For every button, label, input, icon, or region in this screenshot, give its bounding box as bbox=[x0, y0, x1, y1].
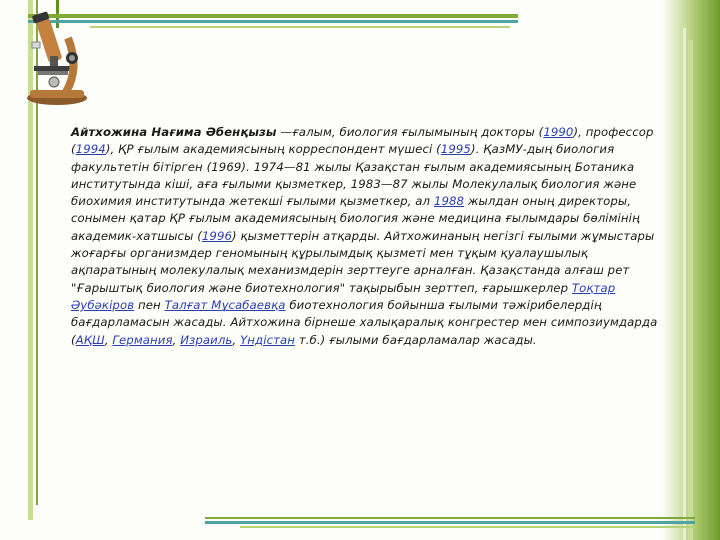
decor-line bbox=[28, 20, 518, 23]
biography-text bbox=[71, 124, 661, 349]
text-span: жылдан оның директоры, сонымен қатар ҚР ғылым академиясының биология және медицина ғылымдары бөлімінің академик-хатшысы ( bbox=[71, 194, 640, 243]
link-1995[interactable]: 1995 bbox=[440, 142, 471, 157]
decor-line bbox=[28, 14, 518, 18]
person-name: Айтхожина Нағима Әбенқызы bbox=[71, 125, 277, 139]
text-span: биотехнология бойынша ғылыми тәжірибелердің бағдарламасын жасады. Айтхожина бірнеше халықаралық конгрестер мен симпозиумдарда ( bbox=[71, 297, 658, 347]
link-1988[interactable]: 1988 bbox=[433, 194, 465, 209]
decor-line bbox=[683, 28, 686, 540]
text-span: ). ҚазМУ-дың биология факультетін бітірген (1969). 1974—81 жылы Қазақстан ғылым академиясының Ботаника институтында кіші, аға ғылыми қызметкер, 1983—87 жылы Молекулалық биология және биохимия институтында жетекші ғылыми қызметкер, ал bbox=[71, 142, 637, 209]
text-span: , bbox=[172, 332, 181, 347]
link-aubakirov[interactable]: Тоқтар Әубәкіров bbox=[71, 280, 616, 312]
decor-line bbox=[205, 521, 695, 524]
link-india[interactable]: Үндістан bbox=[240, 332, 296, 347]
decor-line bbox=[240, 526, 695, 528]
link-1994[interactable]: 1994 bbox=[75, 142, 106, 157]
decor-line bbox=[205, 517, 695, 519]
text-span: ) қызметтерін атқарды. Айтхожинаның негізгі ғылыми жұмыстары жоғарғы организмдер геномының құрылымдық қызметі мен тұқым қуалаушылық ақпаратының молекулалық механизмдерін зерттеуге арналған. Қазақстанда алғаш рет "Ғарыштық биология және биотехнология" тақырыбын зерттеп, ғарышкерлер bbox=[71, 228, 655, 295]
text-span: , bbox=[104, 332, 113, 347]
link-1990[interactable]: 1990 bbox=[543, 125, 574, 139]
decor-line bbox=[688, 40, 693, 540]
text-span: , bbox=[232, 332, 241, 347]
text-span: т.б.) ғылыми бағдарламалар жасады. bbox=[295, 332, 537, 347]
link-usa[interactable]: АҚШ bbox=[75, 332, 105, 347]
text-span: —ғалым, биология ғылымының докторы ( bbox=[276, 125, 544, 139]
link-1996[interactable]: 1996 bbox=[201, 228, 233, 243]
text-span: пен bbox=[134, 297, 165, 312]
link-musabaev[interactable]: Талғат Мұсабаевқа bbox=[164, 297, 286, 312]
microscope-icon bbox=[22, 8, 92, 108]
link-germany[interactable]: Германия bbox=[112, 332, 173, 347]
link-israel[interactable]: Израиль bbox=[180, 332, 233, 347]
text-span: ), ҚР ғылым академиясының корреспондент мүшесі ( bbox=[105, 142, 441, 157]
text-span: ), профессор ( bbox=[71, 125, 654, 157]
decor-line bbox=[90, 26, 510, 28]
